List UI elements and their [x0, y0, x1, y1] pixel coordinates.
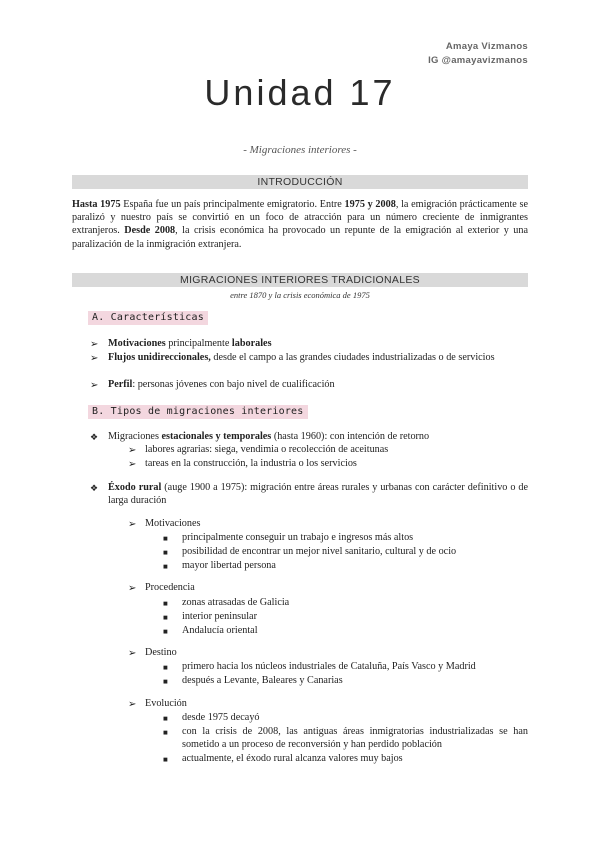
- square-bullet-icon: ■: [163, 663, 168, 672]
- evolucion-item-1: desde 1975 decayó: [182, 712, 260, 723]
- square-bullet-icon: ■: [163, 613, 168, 622]
- page-title: Unidad 17: [204, 72, 396, 113]
- author-handle: IG @amayavizmanos: [428, 55, 528, 66]
- section-heading: MIGRACIONES INTERIORES TRADICIONALES: [72, 273, 528, 287]
- arrow-bullet-icon: ➢: [90, 380, 99, 391]
- evolucion-item-3: actualmente, el éxodo rural alcanza valores muy bajos: [182, 753, 403, 764]
- square-bullet-icon: ■: [163, 728, 168, 737]
- section-note: entre 1870 y la crisis económica de 1975: [230, 290, 370, 300]
- procedencia-item-2: interior peninsular: [182, 611, 257, 622]
- arrow-bullet-icon: ➢: [128, 459, 137, 470]
- destino-item-1: primero hacia los núcleos industriales de Cataluña, País Vasco y Madrid: [182, 661, 476, 672]
- author-name: Amaya Vizmanos: [445, 41, 528, 52]
- arrow-bullet-icon: ➢: [128, 648, 137, 659]
- intro-paragraph: [72, 198, 528, 251]
- intro-text-3: , la crisis económica ha provocado un repunte de la emigración al exterior y una paralización de la inmigración extranjera.: [72, 225, 529, 250]
- a-item-2: [108, 351, 528, 364]
- motivaciones-item-3: mayor libertad persona: [182, 560, 276, 571]
- intro-text-1: España fue un país principalmente emigratorio. Entre: [120, 199, 345, 210]
- diamond-bullet-icon: ❖: [90, 432, 99, 442]
- arrow-bullet-icon: ➢: [128, 583, 137, 594]
- diamond-bullet-icon: ❖: [90, 483, 99, 493]
- a-item-3: [108, 378, 528, 391]
- evolucion-label: Evolución: [145, 698, 187, 709]
- square-bullet-icon: ■: [163, 677, 168, 686]
- subsection-b-heading: B. Tipos de migraciones interiores: [88, 405, 308, 419]
- square-bullet-icon: ■: [163, 755, 168, 764]
- square-bullet-icon: ■: [163, 548, 168, 557]
- destino-item-2: después a Levante, Baleares y Canarias: [182, 675, 343, 686]
- square-bullet-icon: ■: [163, 627, 168, 636]
- a-item-2-bold: Flujos unidireccionales,: [108, 352, 211, 363]
- b-item-1-prefix: Migraciones: [108, 431, 162, 442]
- a-item-1-bold-2: laborales: [231, 338, 272, 349]
- intro-bold-3: Desde 2008: [124, 225, 176, 237]
- arrow-bullet-icon: ➢: [90, 339, 99, 350]
- square-bullet-icon: ■: [163, 714, 168, 723]
- arrow-bullet-icon: ➢: [128, 519, 137, 530]
- intro-heading: INTRODUCCIÓN: [72, 175, 528, 189]
- b-item-1: [108, 430, 528, 443]
- evolucion-item-2: con la crisis de 2008, las antiguas áreas inmigratorias industrializadas se han sometido a un proceso de reconversión y han perdido población: [182, 726, 528, 751]
- square-bullet-icon: ■: [163, 599, 168, 608]
- b-item-1-bold: estacionales y temporales: [161, 431, 272, 442]
- b-item-2: [108, 481, 528, 507]
- a-item-1-text: principalmente: [165, 338, 232, 349]
- motivaciones-item-2: posibilidad de encontrar un mejor nivel sanitario, cultural y de ocio: [182, 546, 457, 557]
- destino-label: Destino: [145, 647, 177, 658]
- procedencia-label: Procedencia: [145, 582, 195, 593]
- procedencia-item-1: zonas atrasadas de Galicia: [182, 597, 290, 608]
- a-item-1-bold: Motivaciones: [108, 338, 166, 349]
- square-bullet-icon: ■: [163, 534, 168, 543]
- a-item-1: [108, 337, 528, 350]
- b-item-1-sub-2: tareas en la construcción, la industria o los servicios: [145, 458, 357, 469]
- b-item-2-text: (auge 1900 a 1975): migración entre áreas rurales y urbanas con carácter definitivo o de larga duración: [108, 482, 528, 507]
- motivaciones-item-1: principalmente conseguir un trabajo e ingresos más altos: [182, 532, 414, 543]
- b-item-1-text: (hasta 1960): con intención de retorno: [271, 431, 430, 442]
- page-subtitle: - Migraciones interiores -: [243, 144, 357, 156]
- arrow-bullet-icon: ➢: [128, 699, 137, 710]
- arrow-bullet-icon: ➢: [90, 353, 99, 364]
- square-bullet-icon: ■: [163, 562, 168, 571]
- intro-bold-1: Hasta 1975: [72, 199, 121, 210]
- motivaciones-label: Motivaciones: [145, 518, 201, 529]
- procedencia-item-3: Andalucía oriental: [182, 625, 258, 636]
- a-item-3-bold: Perfil: [108, 379, 133, 390]
- intro-text-2: , la emigración prácticamente se paralizó y nuestro país se convirtió en un foco de atracción para un número creciente de inmigrantes extranjeros.: [72, 199, 529, 237]
- subsection-a-heading: A. Características: [88, 311, 208, 325]
- b-item-1-sub-1: labores agrarias: siega, vendimia o recolección de aceitunas: [145, 444, 389, 455]
- arrow-bullet-icon: ➢: [128, 445, 137, 456]
- a-item-2-text: desde el campo a las grandes ciudades industrializadas o de servicios: [210, 352, 495, 363]
- intro-bold-2: 1975 y 2008: [344, 199, 396, 210]
- a-item-3-text: : personas jóvenes con bajo nivel de cualificación: [132, 379, 335, 390]
- b-item-2-bold: Éxodo rural: [108, 482, 162, 493]
